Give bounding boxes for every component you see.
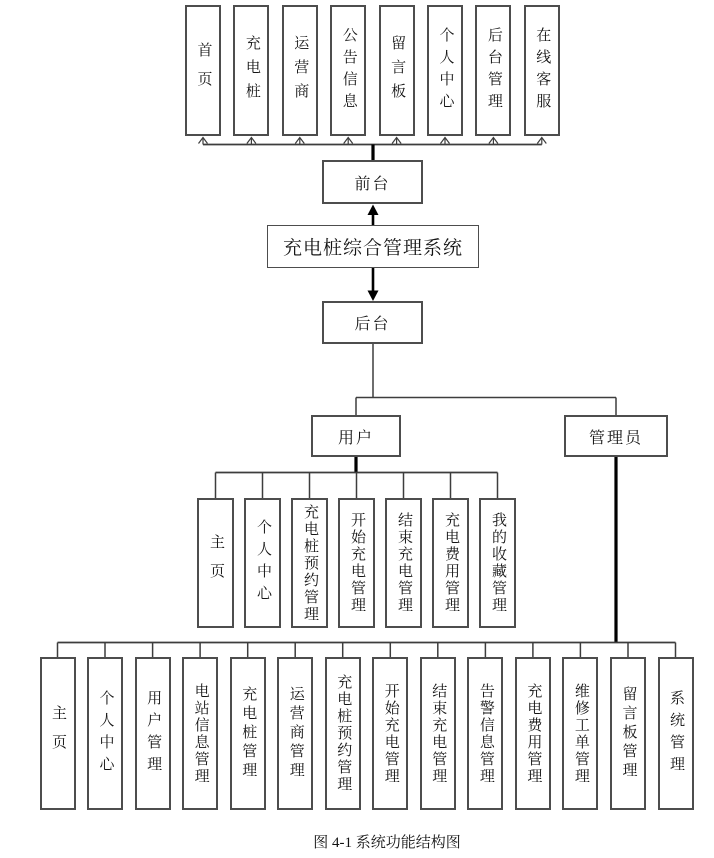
front-module-box [379,5,415,136]
admin-module-box [658,657,694,810]
admin-module-box [467,657,503,810]
admin-module-box [420,657,456,810]
user-node-box [311,415,401,457]
back-node-label: 后台 [354,316,391,333]
user-module-box [244,498,281,628]
user-module-box [197,498,234,628]
front-module-label: 充电桩 [243,34,260,107]
admin-module-label: 系统管理 [668,689,684,778]
user-module-label: 结束充电管理 [396,512,412,614]
admin-module-label: 结束充电管理 [430,682,447,785]
front-module-box [330,5,366,136]
root-node-label: 充电桩综合管理系统 [282,238,463,259]
user-module-label: 充电桩预约管理 [302,503,318,623]
front-module-box [233,5,269,136]
admin-module-box [40,657,76,810]
back-node-box [322,301,423,344]
admin-module-label: 告警信息管理 [477,682,494,785]
root-to-back-arrow [368,268,379,301]
admin-module-box [230,657,266,810]
admin-module-box [610,657,646,810]
admin-module-label: 用户管理 [145,689,162,778]
figure-caption: 图 4-1 系统功能结构图 [313,835,461,851]
admin-module-label: 充电桩预约管理 [335,674,352,793]
root-node-box [267,225,479,268]
admin-module-label: 开始充电管理 [382,682,399,785]
admin-module-label: 充电桩管理 [240,686,257,781]
admin-module-box [182,657,218,810]
user-module-box [479,498,516,628]
admin-module-box [372,657,408,810]
admin-node-box [564,415,668,457]
front-module-label: 个人中心 [437,26,454,115]
admin-module-label: 运营商管理 [287,686,304,781]
admin-module-box [562,657,598,810]
front-node-label: 前台 [354,175,391,193]
admin-module-label: 电站信息管理 [192,682,209,785]
admin-module-box [515,657,551,810]
user-module-box [385,498,422,628]
front-node-box [322,160,423,204]
front-module-box [475,5,511,136]
front-module-box [524,5,560,136]
admin-module-label: 个人中心 [97,689,114,778]
front-module-label: 留言板 [389,34,406,107]
user-module-box [338,498,375,628]
front-module-box [282,5,318,136]
user-module-box [291,498,328,628]
user-module-label: 主页 [208,534,224,592]
admin-module-box [325,657,361,810]
root-to-front-arrow [368,205,379,226]
admin-module-box [87,657,123,810]
front-module-label: 在线客服 [534,26,551,115]
admin-module-label: 主页 [50,704,66,763]
admin-module-box [277,657,313,810]
front-module-box [427,5,463,136]
user-module-label: 充电费用管理 [443,512,459,614]
user-module-label: 开始充电管理 [349,512,365,614]
back-split-connector [356,344,616,415]
front-module-box [185,5,221,136]
admin-module-box [135,657,171,810]
admin-module-label: 充电费用管理 [525,682,542,785]
admin-module-label: 维修工单管理 [572,682,589,785]
user-module-label: 我的收藏管理 [490,512,506,614]
user-subtree-connector [216,457,498,499]
admin-node-label: 管理员 [588,429,643,447]
front-module-label: 运营商 [292,34,309,107]
admin-module-label: 留言板管理 [620,686,637,781]
user-module-box [432,498,469,628]
user-node-label: 用户 [337,429,374,447]
front-module-label: 公告信息 [340,26,357,115]
user-module-label: 个人中心 [255,519,271,607]
front-module-label: 首页 [195,41,212,100]
front-fanout-connector [199,138,547,161]
front-module-label: 后台管理 [485,26,502,115]
